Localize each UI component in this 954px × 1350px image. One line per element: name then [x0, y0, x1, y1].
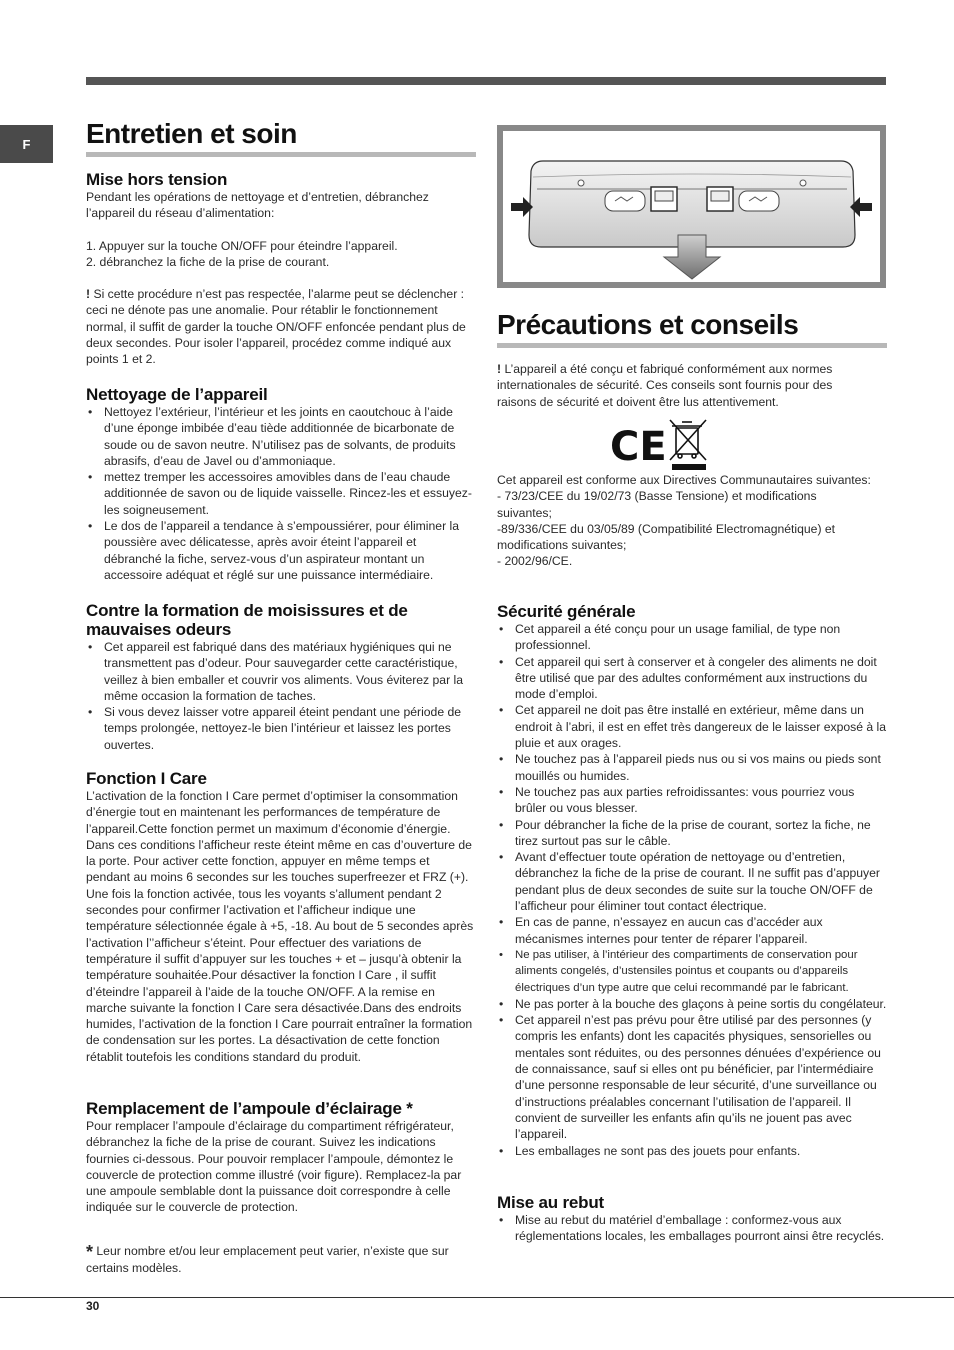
lamp-cover-drawing: [503, 131, 880, 282]
footer-rule: [0, 1297, 954, 1298]
step-item: 1. Appuyer sur la touche ON/OFF pour éteindre l’appareil.: [86, 238, 398, 253]
warning-mark: !: [497, 362, 502, 376]
list-item: • Cet appareil a été conçu pour un usage familial, de type non professionnel.: [497, 621, 887, 654]
ce-mark-icon: [610, 424, 667, 470]
list-item: • Si vous devez laisser votre appareil éteint pendant une période de temps prolongée, nettoyez-le bien l’intérieur et laissez les portes ouvertes.: [86, 704, 476, 753]
list-item: • Ne pas porter à la bouche des glaçons à peine sortis du congélateur.: [497, 996, 887, 1012]
list-item: • Cet appareil ne doit pas être installé en extérieur, même dans un endroit à l’abri, il est en effet très dangereux de le laisser exposé à la pluie et aux orages.: [497, 702, 887, 751]
list-item: • Ne pas utiliser, à l’intérieur des compartiments de conservation pour aliments congelés, d’ustensiles pointus et coupants ou d’appareils électriques d’un type autre que celui recommandé par le fabricant.: [497, 947, 887, 996]
conformity-line: - 2002/96/CE.: [497, 554, 573, 569]
section-mise-hors-tension: [86, 170, 476, 368]
list-item: • Le dos de l’appareil a tendance à s’empoussiérer, pour éliminer la poussière avec délicatesse, après avoir éteint l’appareil et débranché la fiche, servez-vous d’un aspirateur montant un accessoire adéquat et réglé sur une puissance intermédiaire.: [86, 518, 476, 583]
section-heading: Mise au rebut: [497, 1193, 604, 1212]
list-item: • Nettoyez l’extérieur, l’intérieur et les joints en caoutchouc à l’aide d’une éponge imbibée d’eau tiède additionnée de bicarbonate de soude ou de savon neutre. N’utilisez pas de solvants, de produits abrasifs, d’eau de Javel ou d’ammoniaque.: [86, 404, 476, 469]
section-ampoule: [86, 1099, 476, 1216]
list-item: • Cet appareil est fabriqué dans des matériaux hygiéniques qui ne transmettent pas d’odeur. Pour sauvegarder cette caractéristique, veillez à bien emballer et couvrir vos aliments. Vous éviterez par la même occasion la formation de taches.: [86, 639, 476, 704]
section-body: L’activation de la fonction I Care permet d’optimiser la consommation d’énergie tout en maintenant les performances de température de l’appareil.Cette fonction permet un maximum d’économie d’énergie. Dans ces conditions l’afficheur reste éteint même en cas d’ouverture de la porte. Pour activer cette fonction, appuyer en même temps et pendant au moins 6 secondes sur les touches superfreezer et FRZ (+). Une fois la fonction activée, tous les voyants s’allument pendant 2 secondes pour confirmer l’activation et l’afficheur indique une température sélectionnée égale à +5, -18. Au bout de 5 secondes après l’activation l’’afficheur s’éteint. Pour effectuer des variations de température il suffit d’appuyer sur les touches + et – jusqu’à obtenir la température souhaitée.Pour désactiver la fonction I Care , il suffit d’éteindre l’appareil à l’aide de la touche ON/OFF. A la remise en marche suivante la fonction I Care sera désactivée.Dans des endroits humides, l’activation de la fonction I Care pourrait entraîner la formation de condensation sur les portes. La désactivation de cette fonction rétablit toutefois les conditions standard du produit.: [86, 789, 474, 1064]
section-heading: Remplacement de l’ampoule d’éclairage *: [86, 1099, 413, 1118]
list-item: • Cet appareil qui sert à conserver et à congeler des aliments ne doit être utilisé que par des adultes conformément aux instructions du mode d’emploi.: [497, 654, 887, 703]
lamp-cover-illustration: [497, 125, 886, 288]
list-item: • Ne touchez pas à l’appareil pieds nus ou si vos mains ou pieds sont mouillés ou humides.: [497, 751, 887, 784]
weee-bin-icon: [670, 420, 706, 460]
warning-mark: !: [86, 287, 91, 302]
conformity-line: -89/336/CEE du 03/05/89 (Compatibilité Electromagnétique) et modifications suivantes;: [497, 521, 836, 553]
list-item: • Ne touchez pas aux parties refroidissantes: vous pourriez vous brûler ou vous blesser.: [497, 784, 887, 817]
section-i-care: [86, 769, 476, 1065]
footnote: [86, 1243, 476, 1277]
left-title-block: [86, 118, 476, 157]
bullet-list: [497, 621, 887, 1159]
section-heading: Contre la formation de moisissures et de mauvaises odeurs: [86, 601, 408, 639]
bullet-list: [86, 639, 476, 753]
page-number: 30: [86, 1299, 100, 1313]
conformity-line: - 73/23/CEE du 19/02/73 (Basse Tensione) et modifications suivantes;: [497, 489, 817, 520]
section-heading: Nettoyage de l’appareil: [86, 385, 268, 404]
warning-note: [86, 286, 476, 367]
safety-intro: [497, 361, 862, 410]
list-item: • Pour débrancher la fiche de la prise de courant, sortez la fiche, ne tirez surtout pas sur le câble.: [497, 817, 887, 850]
top-rule: [86, 77, 886, 85]
list-item: • Les emballages ne sont pas des jouets pour enfants.: [497, 1143, 887, 1159]
list-item: • Avant d’effectuer toute opération de nettoyage ou d’entretien, débranchez la fiche de la prise de courant. Il ne suffit pas d’appuyer pendant plus de deux secondes de suite sur la touche ON/OFF de l’afficheur pour éliminer tout contact électrique.: [497, 849, 887, 914]
bullet-list: [497, 1212, 887, 1245]
section-heading: Fonction I Care: [86, 769, 207, 788]
language-tab: F: [0, 125, 53, 163]
conformity-line: Cet appareil est conforme aux Directives Communautaires suivantes:: [497, 473, 871, 487]
title-underline: [86, 152, 476, 157]
conformity-block: [497, 472, 872, 570]
section-body: Pour remplacer l’ampoule d’éclairage du compartiment réfrigérateur, débranchez la fiche de la prise de courant. Suivez les indications fournies ci-dessous. Pour pouvoir remplacer l’ampoule, démontez le couvercle de protection comme illustré (voir figure). Remplacez-la par une ampoule semblable dont la puissance doit correspondre à celle indiquée sur le couvercle de protection.: [86, 1119, 462, 1215]
list-item: • Mise au rebut du matériel d’emballage : conformez-vous aux réglementations locales, les emballages pourront ainsi être recyclés.: [497, 1212, 887, 1245]
section-moisissures: [86, 601, 476, 753]
section-nettoyage: [86, 385, 476, 583]
warning-text: Si cette procédure n’est pas respectée, l’alarme peut se déclencher : ceci ne dénote pas une anomalie. Pour rétablir le fonctionnement normal, il suffit de garder la touche ON/OFF enfoncée pendant plus de deux secondes. Pour isoler l’appareil, procédez comme indiqué aux points 1 et 2.: [86, 287, 466, 367]
weee-bar: [672, 464, 706, 470]
section-securite: [497, 602, 887, 1159]
footnote-mark: *: [86, 1242, 94, 1262]
list-item: • En cas de panne, n’essayez en aucun cas d’accéder aux mécanismes internes pour tenter de réparer l’appareil.: [497, 914, 887, 947]
page-title: Entretien et soin: [86, 118, 297, 149]
title-underline: [497, 343, 887, 348]
section-title: Précautions et conseils: [497, 309, 799, 340]
footnote-text: Leur nombre et/ou leur emplacement peut varier, n’existe que sur certains modèles.: [86, 1244, 449, 1276]
svg-text:CE: CE: [610, 424, 667, 470]
section-mise-au-rebut: [497, 1193, 887, 1245]
intro-text: L’appareil a été conçu et fabriqué conformément aux normes internationales de sécurité. Ces conseils sont fournis pour des raisons de sécurité et doivent être lus attentivement.: [497, 362, 833, 409]
right-title-block: [497, 309, 887, 348]
section-heading: Mise hors tension: [86, 170, 228, 189]
section-intro: Pendant les opérations de nettoyage et d’entretien, débranchez l’appareil du réseau d’alimentation:: [86, 190, 429, 221]
list-item: • mettez tremper les accessoires amovibles dans de l’eau chaude additionnée de savon ou de liquide vaisselle. Rincez-les et essuyez-les soigneusement.: [86, 469, 476, 518]
list-item: • Cet appareil n’est pas prévu pour être utilisé par des personnes (y compris les enfants) dont les capacités physiques, sensorielles ou mentales sont réduites, ou des personnes dénuées d’expérience ou de connaissance, sauf si elles ont pu bénéficier, par l’intermédiaire d’une personne responsable de leur sécurité, d’une surveillance ou d’instructions préalables concernant l’utilisation de l’appareil. Il convient de surveiller les enfants afin qu’ils ne jouent pas avec l’appareil.: [497, 1012, 887, 1142]
section-heading: Sécurité générale: [497, 602, 636, 621]
bullet-list: [86, 404, 476, 583]
ce-weee-marks: [610, 418, 710, 472]
step-item: 2. débranchez la fiche de la prise de courant.: [86, 254, 330, 269]
